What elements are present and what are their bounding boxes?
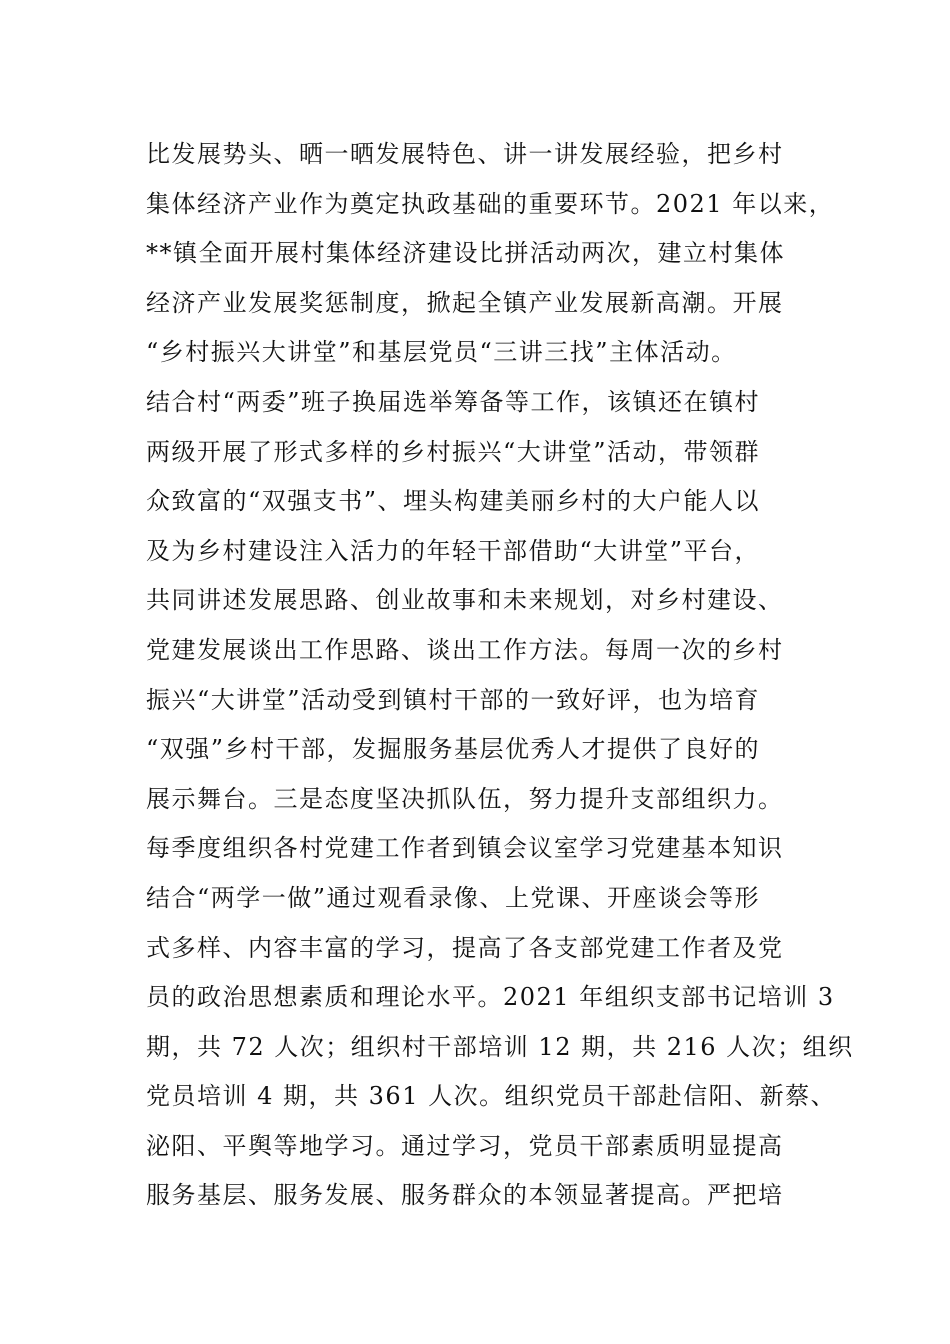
text-line-17: 式多样、内容丰富的学习，提高了各支部党建工作者及党 (146, 933, 784, 962)
text-line-8: 众致富的“双强支书”、埋头构建美丽乡村的大户能人以 (146, 487, 761, 516)
text-line-7: 两级开展了形式多样的乡村振兴“大讲堂”活动，带领群 (146, 437, 761, 466)
text-line-15: 每季度组织各村党建工作者到镇会议室学习党建基本知识 (146, 834, 784, 863)
text-line-22: 服务基层、服务发展、服务群众的本领显著提高。严把培 (146, 1181, 784, 1210)
text-line-12: 振兴“大讲堂”活动受到镇村干部的一致好评，也为培育 (146, 685, 761, 714)
text-line-2: 集体经济产业作为奠定执政基础的重要环节。2021 年以来， (146, 189, 835, 218)
text-line-21: 泌阳、平舆等地学习。通过学习，党员干部素质明显提高 (146, 1131, 784, 1160)
text-line-14: 展示舞台。三是态度坚决抓队伍，努力提升支部组织力。 (146, 784, 784, 813)
text-line-6: 结合村“两委”班子换届选举筹备等工作，该镇还在镇村 (146, 387, 761, 416)
text-line-19: 期，共 72 人次；组织村干部培训 12 期，共 216 人次；组织 (146, 1032, 854, 1061)
body-text (146, 130, 854, 1221)
text-line-20: 党员培训 4 期，共 361 人次。组织党员干部赴信阳、新蔡、 (146, 1082, 837, 1111)
text-line-9: 及为乡村建设注入活力的年轻干部借助“大讲堂”平台， (146, 536, 761, 565)
text-line-4: 经济产业发展奖惩制度，掀起全镇产业发展新高潮。开展 (146, 288, 784, 317)
text-line-16: 结合“两学一做”通过观看录像、上党课、开座谈会等形 (146, 883, 761, 912)
text-line-3: **镇全面开展村集体经济建设比拼活动两次，建立村集体 (146, 239, 785, 268)
text-line-10: 共同讲述发展思路、创业故事和未来规划，对乡村建设、 (146, 586, 784, 615)
text-line-5: “乡村振兴大讲堂”和基层党员“三讲三找”主体活动。 (146, 338, 737, 367)
text-line-13: “双强”乡村干部，发掘服务基层优秀人才提供了良好的 (146, 735, 761, 764)
text-line-1: 比发展势头、晒一晒发展特色、讲一讲发展经验，把乡村 (146, 140, 784, 168)
text-line-11: 党建发展谈出工作思路、谈出工作方法。每周一次的乡村 (146, 635, 784, 664)
text-line-18: 员的政治思想素质和理论水平。2021 年组织支部书记培训 3 (146, 983, 835, 1012)
